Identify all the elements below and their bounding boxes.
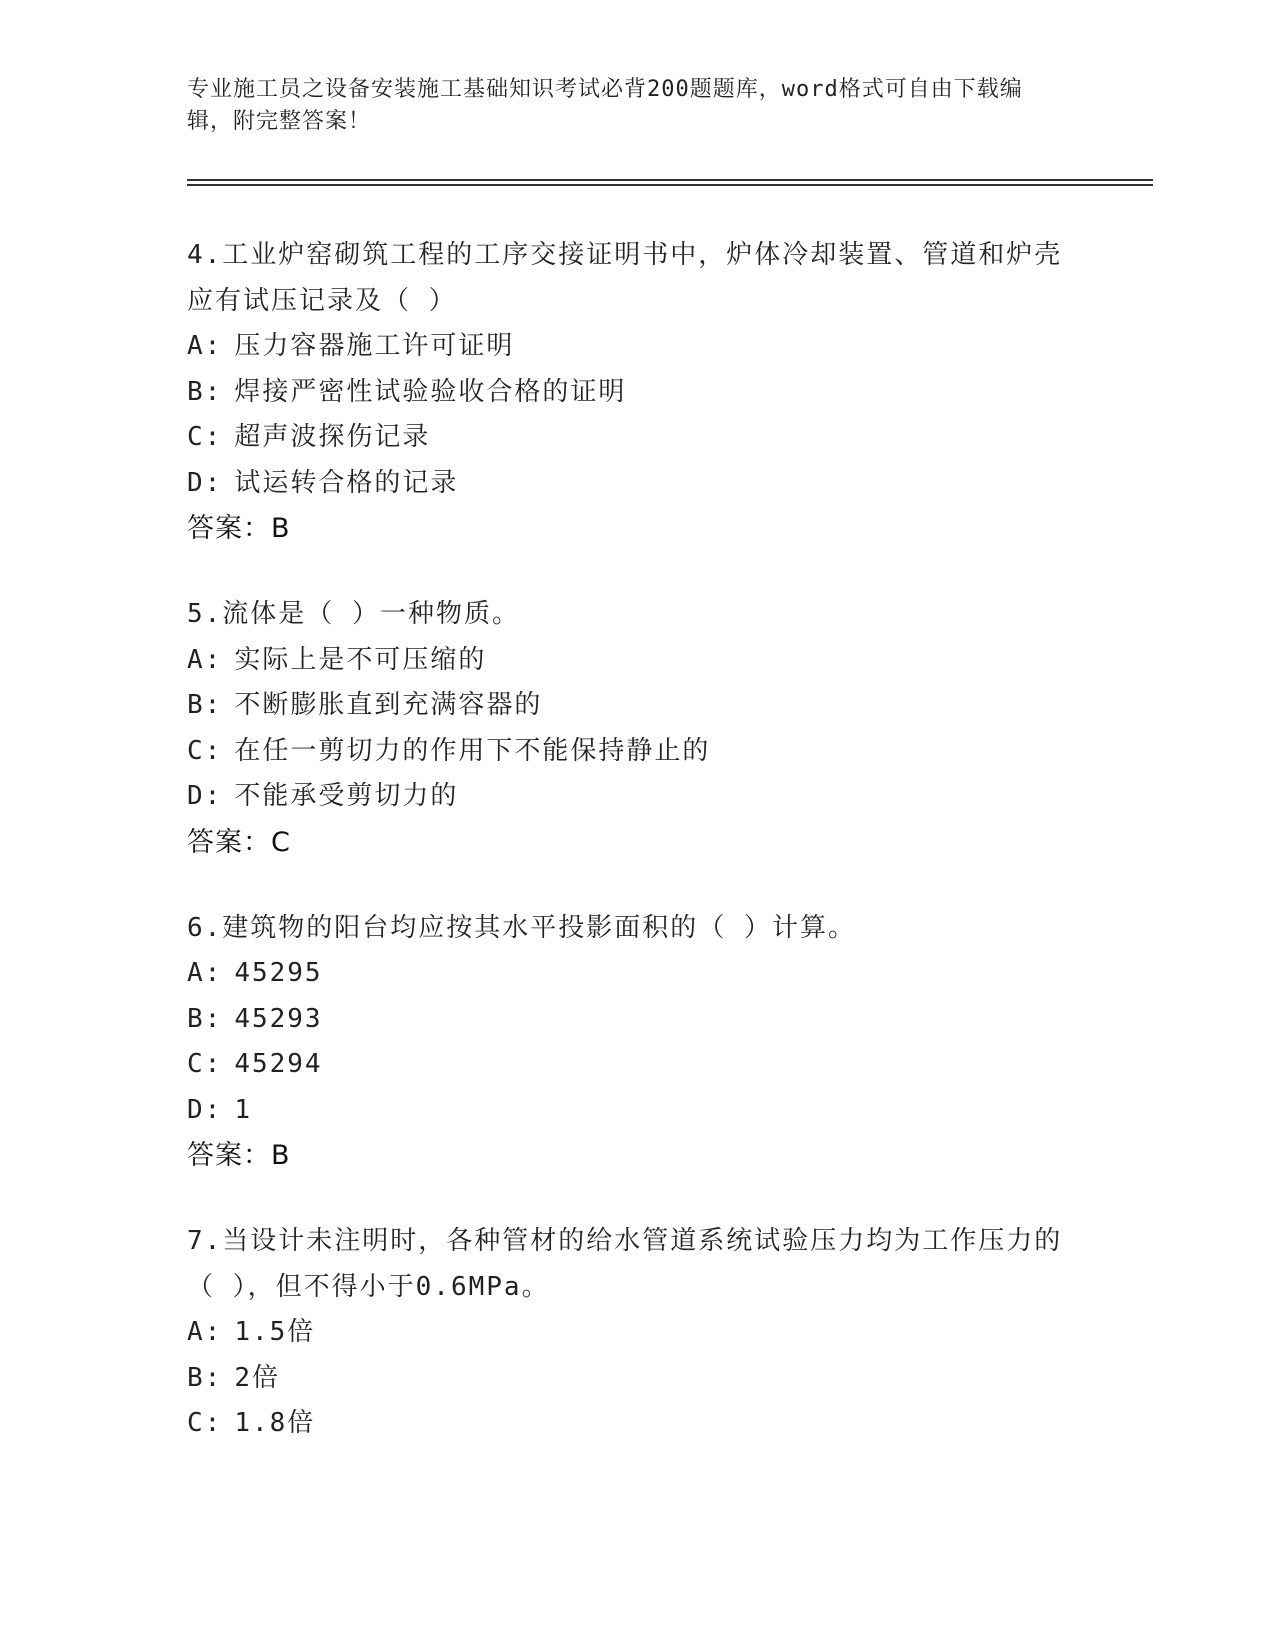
option-item (187, 1042, 1087, 1088)
option-key: B (187, 376, 205, 407)
option-item (187, 774, 1087, 820)
question-stem: 5.流体是（ ）一种物质。 (187, 599, 520, 629)
option-key: B (187, 690, 205, 720)
option-separator: : (204, 376, 223, 407)
option-text: 在任一剪切力的作用下不能保持静止的 (234, 735, 711, 766)
option-text: 焊接严密性试验验收合格的证明 (234, 376, 627, 407)
option-key: B (187, 1003, 205, 1034)
answer-line: 答案：B (187, 1140, 291, 1171)
option-key: A (187, 1317, 205, 1347)
option-list (187, 638, 1087, 820)
question-stem: 4.工业炉窑砌筑工程的工序交接证明书中，炉体冷却装置、管道和炉壳应有试压记录及（ ） (187, 240, 1063, 316)
option-key: C (187, 422, 205, 452)
option-separator: : (204, 781, 223, 811)
option-key: A (187, 958, 205, 988)
option-item (187, 370, 1087, 416)
option-separator: : (204, 1317, 223, 1347)
option-item (187, 951, 1087, 997)
option-key: D (187, 467, 205, 498)
option-item (187, 1401, 1087, 1447)
option-text: 压力容器施工许可证明 (234, 331, 515, 361)
option-key: C (187, 1408, 205, 1438)
option-item (187, 415, 1087, 461)
option-item (187, 1310, 1087, 1356)
option-separator: : (204, 1408, 223, 1438)
option-text: 试运转合格的记录 (234, 467, 459, 498)
option-text: 不能承受剪切力的 (234, 781, 459, 811)
option-text: 实际上是不可压缩的 (234, 644, 487, 675)
option-separator: : (204, 1362, 223, 1393)
option-text: 2倍 (234, 1362, 280, 1393)
option-item (187, 638, 1087, 684)
document-header: 专业施工员之设备安装施工基础知识考试必背200题题库，word格式可自由下载编辑，附完整答案！ (187, 77, 1023, 134)
option-list (187, 951, 1087, 1133)
option-text: 1 (234, 1094, 252, 1125)
option-item (187, 324, 1087, 370)
option-item (187, 1356, 1087, 1402)
question-stem: 7.当设计未注明时，各种管材的给水管道系统试验压力均为工作压力的（ ），但不得小于0.6MPa。 (187, 1226, 1063, 1302)
option-separator: : (204, 422, 223, 452)
question-item (187, 906, 1087, 1180)
option-text: 45295 (234, 958, 323, 988)
answer-line: 答案：C (187, 826, 291, 858)
option-list (187, 324, 1087, 506)
answer-line: 答案：B (187, 513, 291, 544)
option-text: 1.8倍 (234, 1408, 316, 1438)
option-separator: : (204, 690, 223, 720)
header-rule-bottom (187, 184, 1153, 186)
option-text: 超声波探伤记录 (234, 422, 431, 452)
option-separator: : (204, 1003, 223, 1034)
option-item (187, 461, 1087, 507)
question-list (187, 233, 1087, 1487)
option-separator: : (204, 958, 223, 988)
question-item (187, 233, 1087, 552)
option-item (187, 729, 1087, 775)
option-separator: : (204, 735, 223, 766)
option-list (187, 1310, 1087, 1447)
option-key: D (187, 781, 205, 811)
option-key: C (187, 1049, 205, 1079)
option-text: 不断膨胀直到充满容器的 (234, 690, 543, 720)
option-text: 45293 (234, 1003, 323, 1034)
option-key: D (187, 1094, 205, 1125)
option-separator: : (204, 331, 223, 361)
question-stem: 6.建筑物的阳台均应按其水平投影面积的（ ）计算。 (187, 912, 856, 943)
option-key: A (187, 644, 205, 675)
option-key: C (187, 735, 205, 766)
option-separator: : (204, 1049, 223, 1079)
option-separator: : (204, 1094, 223, 1125)
header-rule-top (187, 179, 1153, 181)
option-item (187, 683, 1087, 729)
option-key: B (187, 1362, 205, 1393)
option-item (187, 997, 1087, 1043)
option-separator: : (204, 467, 223, 498)
option-text: 45294 (234, 1049, 323, 1079)
option-key: A (187, 331, 205, 361)
question-item (187, 592, 1087, 866)
option-text: 1.5倍 (234, 1317, 316, 1347)
option-item (187, 1088, 1087, 1134)
question-item (187, 1219, 1087, 1447)
option-separator: : (204, 644, 223, 675)
